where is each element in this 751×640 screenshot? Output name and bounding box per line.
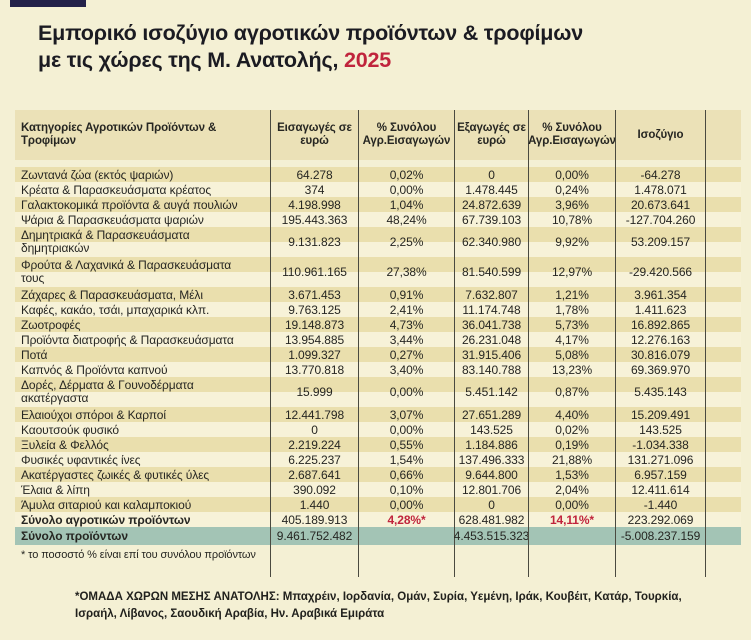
balance-cell: 143.525 [615, 422, 705, 437]
imports-cell: 13.954.885 [270, 332, 358, 347]
spacer-cell [705, 347, 741, 362]
balance-cell: 20.673.641 [615, 197, 705, 212]
exports-cell: 1.184.886 [454, 437, 528, 452]
spacer-cell [705, 302, 741, 317]
spacer-cell [705, 497, 741, 512]
imports-cell: 1.099.327 [270, 347, 358, 362]
exports-cell: 62.340.980 [454, 227, 528, 257]
category-cell: Φυσικές υφαντικές ίνες [21, 452, 141, 467]
table-row [15, 227, 741, 257]
imports-cell: 9.763.125 [270, 302, 358, 317]
exports-pct-cell: 21,88% [528, 452, 615, 467]
balance-cell: 69.369.970 [615, 362, 705, 377]
imports-pct-cell: 0,00% [358, 182, 454, 197]
balance-cell: -1.034.338 [615, 437, 705, 452]
category-cell: Δημητριακά & Παρασκευάσματα δημητριακών [21, 227, 190, 255]
exports-cell: 7.632.807 [454, 287, 528, 302]
imports-pct-cell: 0,00% [358, 377, 454, 407]
exports-pct-cell: 10,78% [528, 212, 615, 227]
imports-cell: 405.189.913 [270, 512, 358, 527]
imports-pct-cell: 0,27% [358, 347, 454, 362]
table-body [15, 167, 741, 545]
spacer-cell [705, 167, 741, 182]
table-row [15, 422, 741, 437]
exports-pct-cell: 1,21% [528, 287, 615, 302]
trade-balance-table [15, 110, 741, 577]
page-title [38, 20, 718, 74]
header-imports: Εισαγωγές σε ευρώ [270, 110, 358, 160]
category-cell: Καπνός & Προϊόντα καπνού [21, 362, 168, 377]
imports-cell: 15.999 [270, 377, 358, 407]
middle-east-countries-note: *ΟΜΑΔΑ ΧΩΡΩΝ ΜΕΣΗΣ ΑΝΑΤΟΛΗΣ: Μπαχρέιν, Ιορδανία, Ομάν, Συρία, Υεμένη, Ιράκ, Κουβέιτ, Κατάρ, Τουρκία, Ισραήλ, Λίβανος, Σαουδική Αραβία, Ην. Αραβικά Εμιράτα [75, 591, 682, 620]
balance-cell: 1.411.623 [615, 302, 705, 317]
table-row [15, 287, 741, 302]
imports-pct-cell: 2,25% [358, 227, 454, 257]
category-cell: Ποτά [21, 347, 48, 362]
balance-cell: -64.278 [615, 167, 705, 182]
category-cell: Σύνολο αγροτικών προϊόντων [21, 512, 191, 527]
table-row [15, 362, 741, 377]
header-exports: Εξαγωγές σε ευρώ [454, 110, 528, 160]
exports-cell: 1.478.445 [454, 182, 528, 197]
category-cell: Δορές, Δέρματα & Γουνοδέρματα ακατέργαστα [21, 377, 194, 405]
exports-pct-cell: 9,92% [528, 227, 615, 257]
imports-cell: 2.219.224 [270, 437, 358, 452]
exports-pct-cell: 1,78% [528, 302, 615, 317]
imports-cell: 390.092 [270, 482, 358, 497]
exports-pct-cell: 0,19% [528, 437, 615, 452]
footnote-cell [15, 545, 270, 577]
imports-pct-cell: 0,55% [358, 437, 454, 452]
year-highlight: 2025 [344, 48, 392, 72]
table-row [15, 302, 741, 317]
category-cell: Ζωοτροφές [21, 317, 81, 332]
balance-cell: 1.478.071 [615, 182, 705, 197]
table-footnote-row [15, 545, 741, 577]
spacer-cell [705, 212, 741, 227]
category-cell: Καουτσούκ φυσικό [21, 422, 119, 437]
spacer-cell [705, 422, 741, 437]
balance-cell: -5.008.237.159 [615, 527, 705, 545]
exports-cell: 83.140.788 [454, 362, 528, 377]
imports-cell: 13.770.818 [270, 362, 358, 377]
imports-pct-cell: 48,24% [358, 212, 454, 227]
spacer-cell [705, 407, 741, 422]
exports-pct-cell: 5,08% [528, 347, 615, 362]
table-row [15, 407, 741, 422]
exports-cell: 0 [454, 497, 528, 512]
spacer-cell [705, 512, 741, 527]
category-cell: Άμυλα σιταριού και καλαμποκιού [21, 497, 192, 512]
imports-pct-cell: 4,28%* [358, 512, 454, 527]
table-row [15, 317, 741, 332]
header-imports-pct: % Συνόλου Αγρ.Εισαγωγών [358, 110, 454, 160]
exports-pct-cell [528, 527, 615, 545]
imports-cell: 110.961.165 [270, 257, 358, 287]
table-row [15, 497, 741, 512]
imports-cell: 0 [270, 422, 358, 437]
table-row [15, 482, 741, 497]
imports-cell: 19.148.873 [270, 317, 358, 332]
spacer-cell [705, 227, 741, 257]
imports-pct-cell: 0,00% [358, 497, 454, 512]
page-title-line1: Εμπορικό ισοζύγιο αγροτικών προϊόντων & τροφίμων [38, 21, 583, 45]
exports-cell: 31.915.406 [454, 347, 528, 362]
table-row-total [15, 512, 741, 527]
exports-pct-cell: 4,40% [528, 407, 615, 422]
exports-pct-cell: 0,02% [528, 422, 615, 437]
imports-pct-cell: 0,02% [358, 167, 454, 182]
table-row [15, 452, 741, 467]
table-row [15, 377, 741, 407]
table-row [15, 182, 741, 197]
header-gap-row [15, 160, 741, 167]
category-cell: Καφές, κακάο, τσάι, μπαχαρικά κλπ. [21, 302, 210, 317]
exports-pct-cell: 5,73% [528, 317, 615, 332]
table-row [15, 197, 741, 212]
exports-cell: 24.872.639 [454, 197, 528, 212]
table-row [15, 257, 741, 287]
imports-cell: 4.198.998 [270, 197, 358, 212]
exports-cell: 81.540.599 [454, 257, 528, 287]
exports-cell: 5.451.142 [454, 377, 528, 407]
imports-pct-cell [358, 527, 454, 545]
category-cell: Έλαια & λίπη [21, 482, 90, 497]
spacer-cell [705, 377, 741, 407]
exports-pct-cell: 13,23% [528, 362, 615, 377]
category-cell: Ζωντανά ζώα (εκτός ψαριών) [21, 167, 174, 182]
imports-pct-cell: 0,91% [358, 287, 454, 302]
imports-pct-cell: 3,40% [358, 362, 454, 377]
header-exports-pct: % Συνόλου Αγρ.Εισαγωγών [528, 110, 615, 160]
imports-cell: 3.671.453 [270, 287, 358, 302]
exports-cell: 9.644.800 [454, 467, 528, 482]
spacer-cell [705, 452, 741, 467]
exports-pct-cell: 12,97% [528, 257, 615, 287]
category-cell: Σύνολο προϊόντων [21, 529, 128, 543]
exports-cell: 0 [454, 167, 528, 182]
imports-cell: 6.225.237 [270, 452, 358, 467]
exports-cell: 143.525 [454, 422, 528, 437]
spacer-cell [705, 467, 741, 482]
exports-pct-cell: 2,04% [528, 482, 615, 497]
category-cell: Ελαιούχοι σπόροι & Καρποί [21, 407, 166, 422]
imports-pct-cell: 0,10% [358, 482, 454, 497]
exports-pct-cell: 0,87% [528, 377, 615, 407]
table-row [15, 167, 741, 182]
category-cell: Προϊόντα διατροφής & Παρασκευάσματα [21, 332, 234, 347]
exports-cell: 26.231.048 [454, 332, 528, 347]
exports-cell: 11.174.748 [454, 302, 528, 317]
imports-pct-cell: 1,54% [358, 452, 454, 467]
balance-cell: 6.957.159 [615, 467, 705, 482]
spacer-cell [705, 182, 741, 197]
balance-cell: 53.209.157 [615, 227, 705, 257]
exports-cell: 4.453.515.323 [453, 529, 530, 543]
balance-cell: 3.961.354 [615, 287, 705, 302]
balance-cell: -1.440 [615, 497, 705, 512]
imports-cell: 1.440 [270, 497, 358, 512]
exports-pct-cell: 1,53% [528, 467, 615, 482]
table-row-grand-total [15, 527, 741, 545]
spacer-cell [705, 197, 741, 212]
spacer-cell [705, 257, 741, 287]
category-cell: Γαλακτοκομικά προϊόντα & αυγά πουλιών [21, 197, 238, 212]
imports-cell: 9.131.823 [270, 227, 358, 257]
exports-cell: 67.739.103 [454, 212, 528, 227]
category-cell: Ξυλεία & Φελλός [21, 437, 109, 452]
table-row [15, 347, 741, 362]
category-cell: Ακατέργαστες ζωικές & φυτικές ύλες [21, 467, 210, 482]
exports-cell: 12.801.706 [454, 482, 528, 497]
exports-pct-cell: 14,11%* [528, 512, 615, 527]
exports-pct-cell: 4,17% [528, 332, 615, 347]
imports-cell: 64.278 [270, 167, 358, 182]
imports-cell: 2.687.641 [270, 467, 358, 482]
imports-cell: 9.461.752.482 [270, 527, 358, 545]
balance-cell: 131.271.096 [615, 452, 705, 467]
imports-pct-cell: 0,00% [358, 422, 454, 437]
balance-cell: 5.435.143 [615, 377, 705, 407]
table-header-row [15, 110, 741, 160]
category-cell: Ζάχαρες & Παρασκευάσματα, Μέλι [21, 287, 203, 302]
exports-cell: 137.496.333 [454, 452, 528, 467]
spacer-cell [705, 332, 741, 347]
spacer-cell [705, 527, 741, 545]
footnote-text: * το ποσοστό % είναι επί του συνόλου προϊόντων [21, 549, 256, 561]
imports-pct-cell: 3,44% [358, 332, 454, 347]
spacer-cell [705, 317, 741, 332]
balance-cell: 223.292.069 [615, 512, 705, 527]
table-row [15, 212, 741, 227]
exports-cell: 36.041.738 [454, 317, 528, 332]
spacer-cell [705, 437, 741, 452]
exports-cell: 27.651.289 [454, 407, 528, 422]
imports-pct-cell: 4,73% [358, 317, 454, 332]
table-row [15, 467, 741, 482]
decorative-navy-bar [10, 0, 86, 7]
imports-pct-cell: 2,41% [358, 302, 454, 317]
imports-pct-cell: 1,04% [358, 197, 454, 212]
spacer-cell [705, 362, 741, 377]
header-balance: Ισοζύγιο [615, 110, 705, 160]
exports-pct-cell: 0,00% [528, 497, 615, 512]
exports-pct-cell: 0,00% [528, 167, 615, 182]
imports-cell: 12.441.798 [270, 407, 358, 422]
exports-cell: 628.481.982 [454, 512, 528, 527]
balance-cell: 12.411.614 [615, 482, 705, 497]
spacer-cell [705, 482, 741, 497]
imports-pct-cell: 27,38% [358, 257, 454, 287]
balance-cell: 16.892.865 [615, 317, 705, 332]
header-spacer [705, 110, 741, 160]
balance-cell: -127.704.260 [615, 212, 705, 227]
exports-pct-cell: 0,24% [528, 182, 615, 197]
header-category: Κατηγορίες Αγροτικών Προϊόντων & Τροφίμων [21, 122, 217, 147]
imports-pct-cell: 3,07% [358, 407, 454, 422]
spacer-cell [705, 287, 741, 302]
balance-cell: 15.209.491 [615, 407, 705, 422]
exports-pct-cell: 3,96% [528, 197, 615, 212]
balance-cell: 12.276.163 [615, 332, 705, 347]
imports-cell: 195.443.363 [270, 212, 358, 227]
balance-cell: 30.816.079 [615, 347, 705, 362]
table-row [15, 437, 741, 452]
category-cell: Ψάρια & Παρασκευάσματα ψαριών [21, 212, 204, 227]
page-title-line2: με τις χώρες της Μ. Ανατολής, 2025 [38, 48, 392, 72]
imports-cell: 374 [270, 182, 358, 197]
category-cell: Κρέατα & Παρασκευάσματα κρέατος [21, 182, 212, 197]
category-cell: Φρούτα & Λαχανικά & Παρασκευάσματα τους [21, 257, 232, 285]
balance-cell: -29.420.566 [615, 257, 705, 287]
imports-pct-cell: 0,66% [358, 467, 454, 482]
table-row [15, 332, 741, 347]
